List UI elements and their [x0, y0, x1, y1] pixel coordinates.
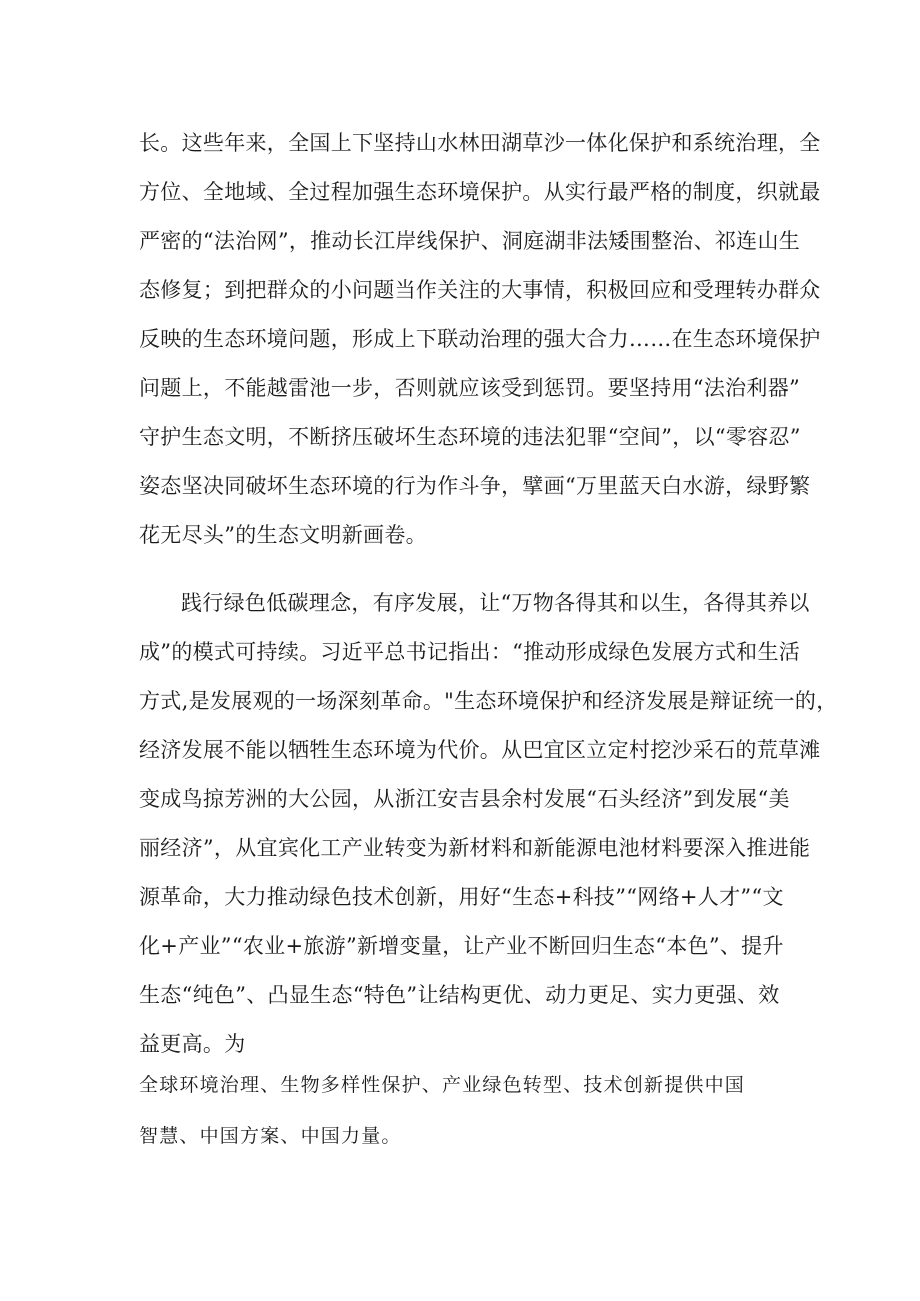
- text-line: 益更高。为: [139, 1032, 246, 1056]
- text-line: 经济发展不能以牺牲生态环境为代价。从巴宜区立定村挖沙采石的荒草滩: [139, 738, 821, 762]
- text-line: 化+产业”“农业+旅游”新增变量，让产业不断回归生态“本色”、提升: [139, 934, 784, 958]
- text-line: 践行绿色低碳理念，有序发展，让“万物各得其和以生，各得其养以: [181, 591, 810, 615]
- text-line: 态修复；到把群众的小问题当作关注的大事情，积极回应和受理转办群众: [139, 278, 821, 302]
- text-line: 变成鸟掠芳洲的大公园，从浙江安吉县余村发展“石头经济”到发展“美: [139, 787, 790, 811]
- text-line: 源革命，大力推动绿色技术创新，用好“生态+科技”“网络+人才”“文: [139, 885, 784, 909]
- text-line: 严密的“法治网”，推动长江岸线保护、洞庭湖非法矮围整治、祁连山生: [139, 229, 801, 253]
- text-line: 姿态坚决同破坏生态环境的行为作斗争，擘画“万里蓝天白水游，绿野繁: [139, 474, 811, 498]
- text-line: 生态“纯色”、凸显生态“特色”让结构更优、动力更足、实力更强、效: [139, 983, 780, 1007]
- text-line: 全球环境治理、生物多样性保护、产业绿色转型、技术创新提供中国: [139, 1074, 746, 1096]
- text-line: 成”的模式可持续。习近平总书记指出：“推动形成绿色发展方式和生活: [139, 640, 801, 664]
- text-line: 反映的生态环境问题，形成上下联动治理的强大合力……在生态环境保护: [139, 327, 821, 351]
- text-line: 长。这些年来，全国上下坚持山水林田湖草沙一体化保护和系统治理，全: [139, 131, 821, 155]
- text-line: 智慧、中国方案、中国力量。: [139, 1125, 402, 1147]
- text-line: 守护生态文明，不断挤压破坏生态环境的违法犯罪“空间”，以“零容忍”: [139, 425, 801, 449]
- text-line: 方式,是发展观的一场深刻革命。"生态环境保护和经济发展是辩证统一的，: [139, 689, 838, 713]
- text-line: 花无尽头”的生态文明新画卷。: [139, 523, 427, 547]
- text-line: 丽经济”，从宜宾化工产业转变为新材料和新能源电池材料要深入推进能: [139, 836, 811, 860]
- text-line: 方位、全地域、全过程加强生态环境保护。从实行最严格的制度，织就最: [139, 180, 821, 204]
- text-line: 问题上，不能越雷池一步，否则就应该受到惩罚。要坚持用“法治利器”: [139, 376, 801, 400]
